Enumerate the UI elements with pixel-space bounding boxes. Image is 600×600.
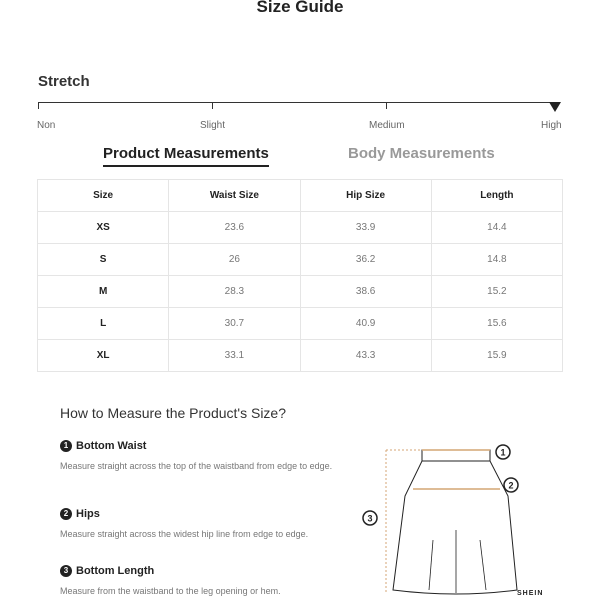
- stretch-scale: [38, 102, 558, 114]
- size-cell: L: [38, 308, 169, 340]
- stretch-tick-slight: [212, 102, 213, 109]
- size-cell: M: [38, 276, 169, 308]
- step-number-1-icon: 1: [60, 440, 72, 452]
- stretch-level-medium: Medium: [369, 120, 405, 131]
- marker-3-label: 3: [367, 513, 373, 524]
- step-title: Bottom Length: [76, 565, 155, 577]
- length-cell: 15.9: [431, 340, 562, 372]
- table-row: [38, 244, 563, 276]
- stretch-tick-medium: [386, 102, 387, 109]
- length-cell: 14.4: [431, 212, 562, 244]
- waistband-shape: [422, 450, 490, 461]
- column-header-hip-size: Hip Size: [300, 180, 431, 212]
- page-title: Size Guide: [256, 0, 344, 16]
- column-header-length: Length: [431, 180, 562, 212]
- length-cell: 14.8: [431, 244, 562, 276]
- skirt-body-shape: [393, 461, 517, 594]
- step-description: Measure straight across the widest hip line from edge to edge.: [60, 529, 309, 539]
- waist-cell: 28.3: [169, 276, 300, 308]
- column-header-waist-size: Waist Size: [169, 180, 300, 212]
- step-number-2-icon: 2: [60, 508, 72, 520]
- step-description: Measure from the waistband to the leg opening or hem.: [60, 586, 281, 596]
- how-to-measure-title: How to Measure the Product's Size?: [60, 405, 287, 421]
- waist-cell: 30.7: [169, 308, 300, 340]
- marker-2-label: 2: [508, 480, 514, 491]
- size-cell: XS: [38, 212, 169, 244]
- tab-product-measurements[interactable]: Product Measurements: [103, 145, 269, 167]
- column-header-size: Size: [38, 180, 169, 212]
- stretch-scale-line: [38, 102, 556, 103]
- measure-step-bottom-length: [60, 565, 340, 597]
- size-cell: XL: [38, 340, 169, 372]
- table-row: [38, 340, 563, 372]
- brand-logo: SHEIN: [517, 590, 544, 597]
- hip-cell: 33.9: [300, 212, 431, 244]
- hip-cell: 38.6: [300, 276, 431, 308]
- waist-cell: 23.6: [169, 212, 300, 244]
- marker-1-label: 1: [500, 447, 506, 458]
- step-title: Bottom Waist: [76, 440, 147, 452]
- stretch-level-slight: Slight: [200, 120, 226, 131]
- hip-cell: 40.9: [300, 308, 431, 340]
- size-cell: S: [38, 244, 169, 276]
- measure-step-hips: [60, 508, 340, 540]
- skirt-diagram: [355, 440, 535, 600]
- size-table: [37, 179, 563, 372]
- stretch-level-high: High: [541, 120, 562, 131]
- table-header-row: [38, 180, 563, 212]
- step-title: Hips: [76, 508, 100, 520]
- length-cell: 15.6: [431, 308, 562, 340]
- step-description: Measure straight across the top of the waistband from edge to edge.: [60, 461, 333, 471]
- table-row: [38, 212, 563, 244]
- length-cell: 15.2: [431, 276, 562, 308]
- stretch-level-non: Non: [37, 120, 56, 131]
- hip-cell: 43.3: [300, 340, 431, 372]
- table-row: [38, 308, 563, 340]
- stretch-tick-non: [38, 102, 39, 109]
- step-number-3-icon: 3: [60, 565, 72, 577]
- stretch-selected-marker-icon: [549, 102, 561, 112]
- waist-cell: 26: [169, 244, 300, 276]
- waist-cell: 33.1: [169, 340, 300, 372]
- tab-body-measurements[interactable]: Body Measurements: [348, 145, 495, 162]
- measure-step-bottom-waist: [60, 440, 340, 472]
- hip-cell: 36.2: [300, 244, 431, 276]
- stretch-label: Stretch: [38, 73, 90, 90]
- table-row: [38, 276, 563, 308]
